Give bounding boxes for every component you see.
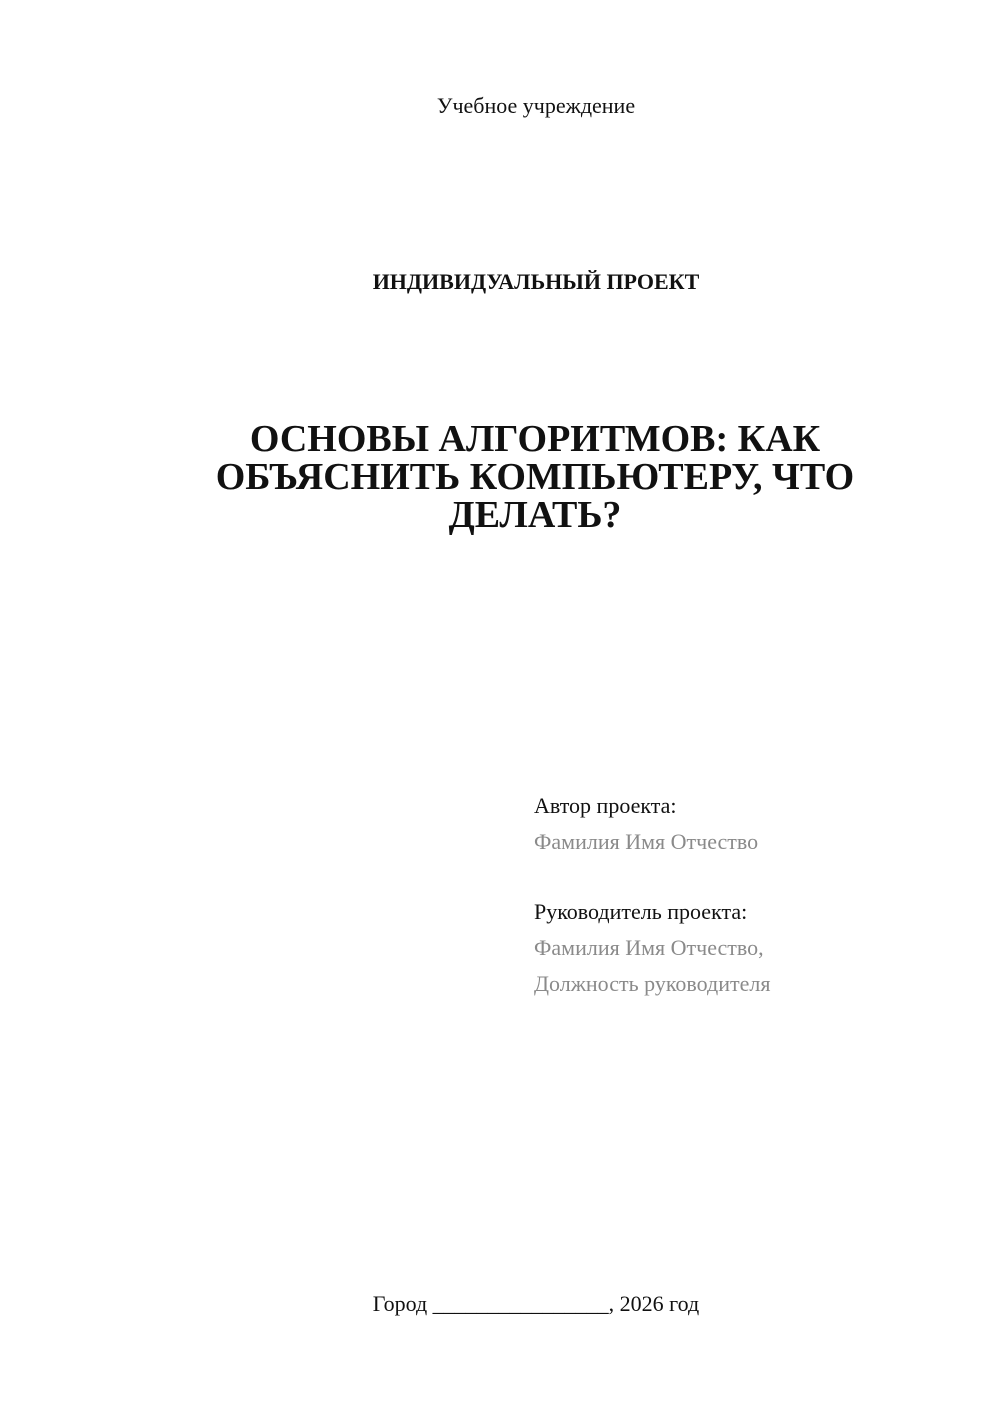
city-year-line: Город ________________, 2026 год	[372, 1291, 700, 1316]
project-title-line-2: ОБЪЯСНИТЬ КОМПЬЮТЕРУ, ЧТО	[215, 456, 855, 498]
project-title-line-3: ДЕЛАТЬ?	[448, 494, 622, 536]
project-title	[200, 420, 870, 534]
institution-name: Учебное учреждение	[436, 93, 636, 118]
author-name: Фамилия Имя Отчество	[534, 829, 759, 854]
author-label: Автор проекта:	[534, 793, 677, 818]
supervisor-block	[534, 894, 974, 1002]
project-title-line-1: ОСНОВЫ АЛГОРИТМОВ: КАК	[249, 418, 821, 460]
supervisor-position: Должность руководителя	[534, 971, 771, 996]
supervisor-label: Руководитель проекта:	[534, 899, 748, 924]
author-block	[534, 788, 974, 860]
supervisor-name: Фамилия Имя Отчество,	[534, 935, 764, 960]
project-type-heading: ИНДИВИДУАЛЬНЫЙ ПРОЕКТ	[372, 269, 700, 294]
